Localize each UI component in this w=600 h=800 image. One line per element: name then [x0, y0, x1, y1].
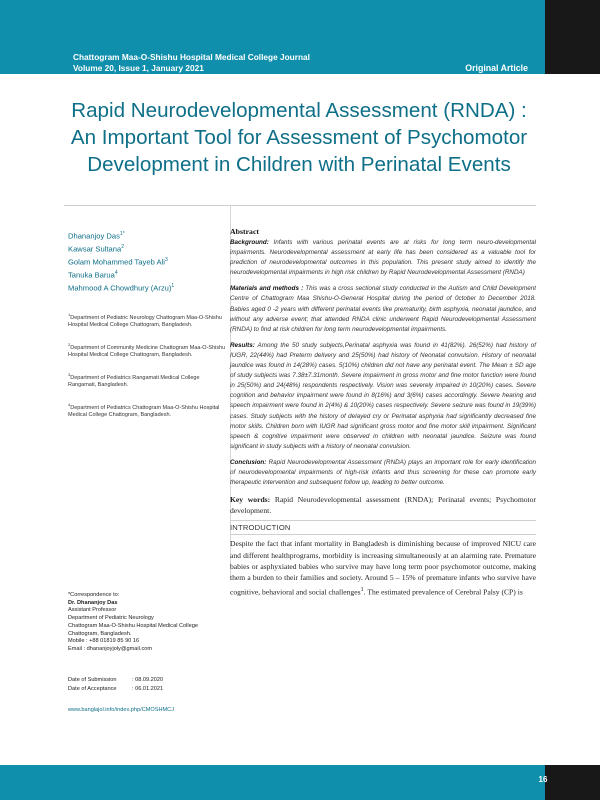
affiliation: $^3$Department of Pediatrics Rangamati Medical College Rangamati, Bangladesh.	[68, 372, 200, 389]
acceptance-date: Date of Acceptance : 06.01.2021	[68, 686, 164, 692]
abstract-column	[230, 227, 536, 598]
correspondence	[68, 592, 228, 654]
submission-date: Date of Submission : 08.09.2020	[68, 677, 164, 683]
correspondence-line: Assistant Professor	[68, 607, 117, 614]
title-divider	[64, 205, 536, 206]
affiliation-list	[68, 311, 228, 431]
abstract-results: Results: Among the 50 study subjects,Perinatal asphyxia was found in 41(82%). 26(52%) had history of IUGR, 22(44%) had Preterm delivery and 25(50%) had history of Neonatal convulsion. History of neonatal jaundice was found in 14(28%) cases. 5(10%) children did not have any perinatal event. The Mean ± SD age of study subjects was 7.38±7.31month. Severe impairment in gross motor and fine motor function were found in 25(50%) and 24(48%) respondents respectively. Vision was severely impaired in 10(20%) cases. Severe cognition and behavior impairment were found in 8(16%) and 3(6%) cases accordingly. Severe hearing and speech impairment were found in 2(4%) & 10(20%) cases respectively. Severe seizure was found in 19(39%) cases. Study subjects with the history of delayed cry or Perinatal asphyxia had significantly decreased fine motor skills. Children born with IUGR had significant gross motor and fine motor skill impairment. Significant speech & cognitive impairment were observed in children with neonatal jaundice. Seizure was found significant in study subjects with a history of neonatal convulsion.	[230, 341, 536, 450]
article-dates	[68, 676, 163, 694]
affiliation: $^1$Department of Pediatric Neurology Chattogram Maa-O-Shishu Hospital Medical College Chattogram, Bangladesh.	[68, 312, 222, 329]
article-title: Rapid Neurodevelopmental Assessment (RNDA) : An Important Tool for Assessment of Psychomotor Development in Children with Perinatal Events	[70, 99, 528, 176]
author: Dhananjoy Das$^{1*}$	[68, 231, 125, 241]
journal-url-link[interactable]: www.banglajol.info/index.php/CMOSHMCJ	[68, 707, 175, 713]
abstract-conclusion: Conclusion: Rapid Neurodevelopmental Assessment (RNDA) plays an important role for early identification of neurodevelopmental impairments of high-risk infants and thus screening for these can promote early therapeutic intervention and subsequent follow up, leading to better outcome.	[230, 458, 537, 487]
affiliation: $^2$Department of Community Medicine Chattogram Maa-O-Shishu Hospital Medical College Chattogram, Bangladesh.	[68, 342, 226, 359]
author: Golam Mohammed Tayeb Ali$^3$	[68, 256, 168, 267]
author: Mahmood A Chowdhury (Arzu)$^1$	[68, 282, 175, 293]
journal-info	[73, 52, 310, 73]
correspondence-name: Dr. Dhananjoy Das	[68, 599, 118, 606]
author: Tanuka Barua$^4$	[68, 269, 118, 280]
correspondence-line: Department of Pediatric Neurology	[68, 615, 154, 622]
correspondence-mobile: Mobile : +88 01819 85 90 16	[68, 638, 140, 645]
correspondence-email: Email : dhananjoyjoly@gmail.com	[68, 645, 153, 652]
abstract-heading: Abstract	[230, 227, 260, 236]
abstract-background: Background: Infants with various perinatal events are at risks for long term neuro-developmental impairments. Neurodevelopmental assessment at early life has been considered as a valuable tool for prediction of neurodevelopmental outcomes in this population. This present study aimed to identify the neurodevelopmental impairments in high risk children by Rapid Neurodevelopmental Assessment (RNDA)	[230, 239, 537, 277]
article-type: Original Article	[465, 63, 528, 73]
page-number: 16	[538, 775, 548, 784]
correspondence-line: Chattogram Maa-O-Shishu Hospital Medical College	[68, 622, 198, 629]
volume-issue: Volume 20, Issue 1, January 2021	[73, 62, 204, 73]
author-list	[68, 229, 174, 294]
keywords: Key words: Rapid Neurodevelopmental assessment (RNDA); Perinatal events; Psychomotor development.	[230, 495, 536, 516]
footer-band	[0, 765, 600, 800]
correspondence-line: Chattogram, Bangladesh.	[68, 630, 132, 637]
abstract-methods: Materials and methods : This was a cross sectional study conducted in the Autism and Child Development Centre of Chattogram Maa Shishu-O-General Hospital during the period of 0ctober to December 2018. Babies aged 0 -2 years with different perinatal events like prematurity, birth asphyxia, neonatal jaundice, and without any adverse event; that attended RNDA clinic underwent Rapid Neurodevelopmental Assessment (RNDA) to find at risk children for long term neurodevelopmental impairments.	[230, 285, 536, 333]
affiliation: $^4$Department of Pediatrics Chattogram Maa-O-Shishu Hospital Medical College Chattogram, Bangladesh.	[68, 402, 220, 419]
correspondence-label: *Correspondence to:	[68, 592, 120, 598]
introduction-heading: INTRODUCTION	[230, 520, 536, 535]
introduction-text: Despite the fact that infant mortality in Bangladesh is diminishing because of improved NICU care and different healthprograms, morbidity is increasing simultaneously at an alarming rate. Premature babies or asphyxiated babies who survive may have long term poor psychomotor outcome, making them a burden to their families and society. Around 5 – 15% of premature infants who survive have cognitive, behavioral and social challenges$^1$. The estimated prevalence of Cerebral Palsy (CP) is	[230, 539, 536, 597]
header-dark-block	[545, 0, 600, 74]
journal-name: Chattogram Maa-O-Shishu Hospital Medical College Journal	[73, 52, 310, 62]
author: Kawsar Sultana$^2$	[68, 243, 124, 254]
